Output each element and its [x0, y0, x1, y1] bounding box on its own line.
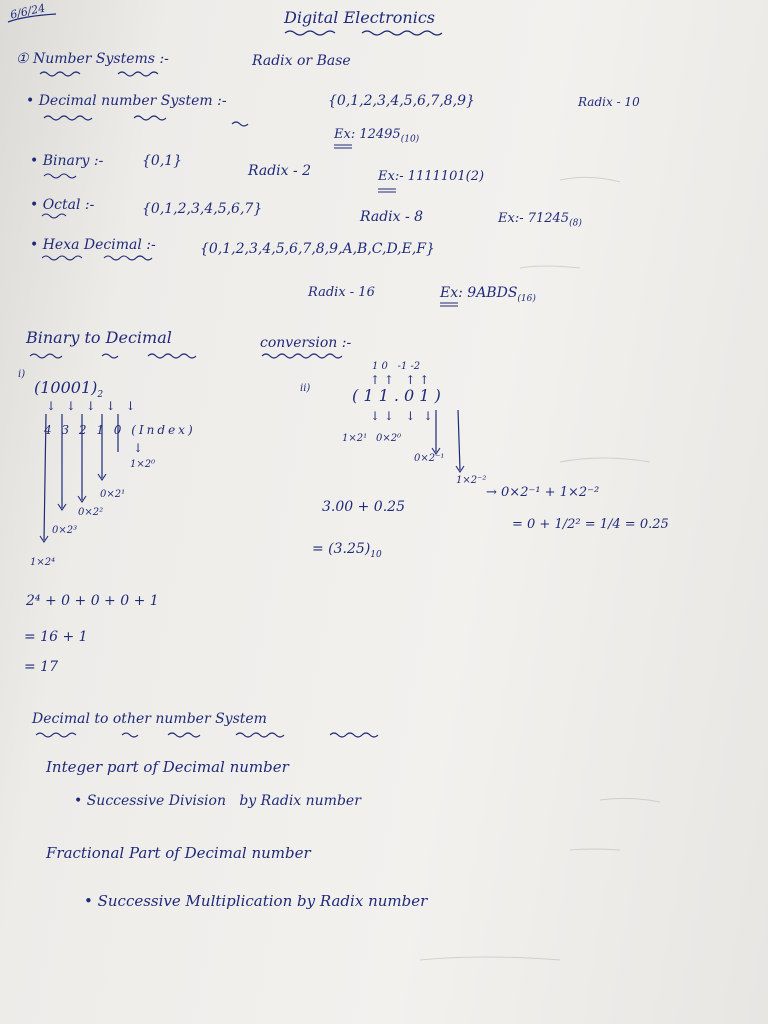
part-2-number: ( 1 1 . 0 1 ) — [352, 386, 441, 405]
decimal-example: Ex: $12495_{(10)}$ — [334, 127, 420, 145]
term-0x2-2: 0×2² — [78, 507, 104, 518]
term-1x2-1: 1×2¹ — [342, 433, 368, 444]
part-1-result: = 17 — [24, 659, 58, 675]
hexa-label: • Hexa Decimal :- — [30, 237, 156, 253]
part-1-marker: i) — [18, 369, 26, 380]
binary-set: {0,1} — [142, 153, 183, 169]
part-1-down-arrow: ↓ — [133, 441, 144, 455]
part-2-top-indices: 1 0 -1 -2 — [372, 361, 421, 372]
term-1x2-0: 1×2⁰ — [130, 459, 156, 470]
binary-radix: Radix - 2 — [248, 163, 312, 179]
integer-part-heading: Integer part of Decimal number — [46, 758, 289, 776]
part-2-up-arrows: ↑ ↑ ↑ ↑ — [370, 373, 430, 387]
fraction-result: = 0 + 1/2² = 1/4 = 0.25 — [512, 517, 669, 532]
octal-label: • Octal :- — [30, 197, 95, 213]
fraction-part-heading: Fractional Part of Decimal number — [46, 844, 311, 862]
part-1-arrows: ↓ ↓ ↓ ↓ ↓ — [46, 399, 139, 413]
part-2-result: = $(3.25)_{10}$ — [312, 541, 382, 560]
binary-example: Ex:- 1111101(2) — [378, 169, 485, 184]
conversion-heading: Binary to Decimal — [26, 328, 172, 347]
part-1-step2: = 16 + 1 — [24, 629, 88, 645]
term-1x2-4: 1×2⁴ — [30, 557, 56, 568]
section-heading-decimal-to-other: Decimal to other number System — [32, 711, 267, 727]
integer-method: • Successive Division by Radix number — [74, 793, 361, 809]
part-2-sum: 3.00 + 0.25 — [322, 499, 405, 515]
fraction-method: • Successive Multiplication by Radix number — [84, 892, 428, 910]
fraction-expansion: → 0×2⁻¹ + 1×2⁻² — [486, 485, 600, 500]
decimal-set: {0,1,2,3,4,5,6,7,8,9} — [328, 93, 475, 109]
part-1-indices: 4 3 2 1 0 (Index) — [44, 423, 196, 437]
page-title: Digital Electronics — [284, 8, 436, 27]
decimal-radix: Radix - 10 — [578, 95, 640, 109]
hexa-set: {0,1,2,3,4,5,6,7,8,9,A,B,C,D,E,F} — [200, 241, 435, 257]
term-1x2-minus2: 1×2⁻² — [456, 475, 487, 486]
part-2-marker: ii) — [300, 383, 311, 394]
part-1-number: $(10001)_2$ — [34, 378, 104, 401]
term-0x2-minus1: 0×2⁻¹ — [414, 453, 445, 464]
octal-radix: Radix - 8 — [360, 209, 424, 225]
term-0x2-3: 0×2³ — [52, 525, 78, 536]
hexa-radix: Radix - 16 — [308, 285, 375, 300]
section-heading-number-systems: ① Number Systems :- — [16, 51, 169, 67]
conversion-heading-2: conversion :- — [260, 335, 352, 351]
part-2-down-arrows: ↓ ↓ ↓ ↓ — [370, 409, 434, 423]
decimal-label: • Decimal number System :- — [26, 93, 227, 109]
part-1-sum: 2⁴ + 0 + 0 + 0 + 1 — [26, 593, 159, 609]
date: 6/6/24 — [9, 1, 47, 22]
term-0x2-0: 0×2⁰ — [376, 433, 402, 444]
term-0x2-1: 0×2¹ — [100, 489, 126, 500]
radix-or-base-note: Radix or Base — [252, 53, 351, 69]
hexa-example: Ex: $9ABDS_{(16)}$ — [440, 285, 536, 304]
binary-label: • Binary :- — [30, 153, 104, 169]
octal-set: {0,1,2,3,4,5,6,7} — [142, 201, 263, 217]
octal-example: Ex:- $71245_{(8)}$ — [498, 211, 582, 229]
